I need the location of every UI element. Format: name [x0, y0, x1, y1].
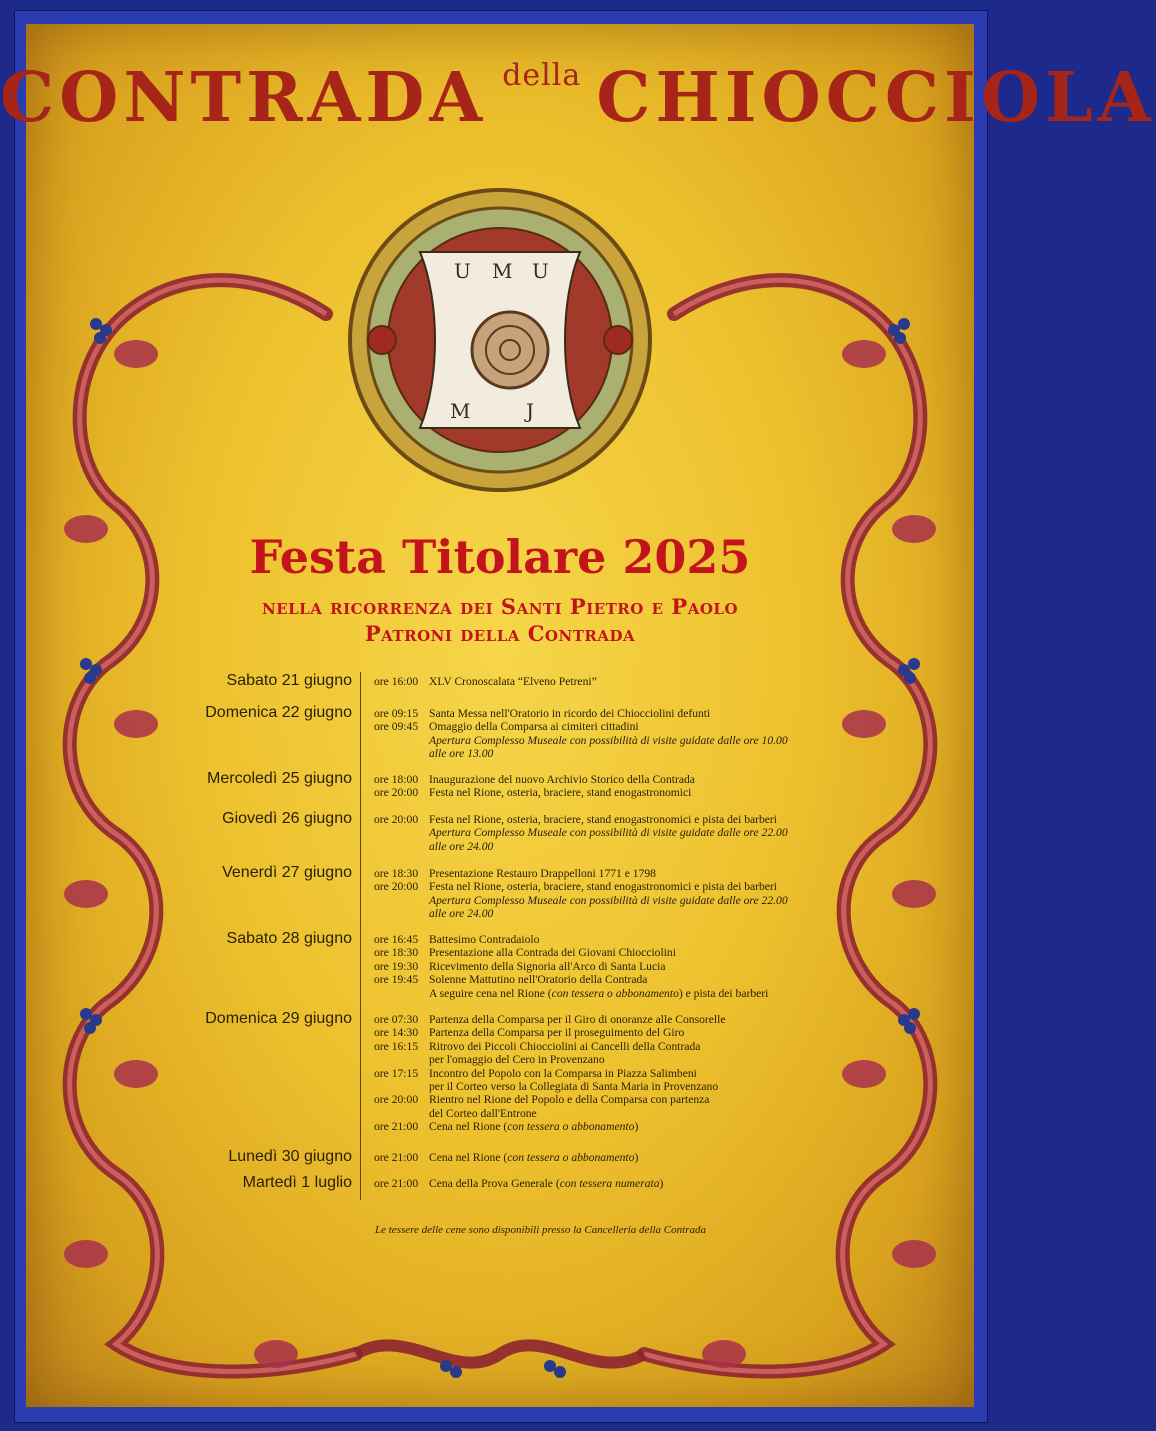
- emblem-letter: J: [526, 399, 535, 423]
- schedule-item: [374, 933, 874, 946]
- schedule-text: ) e pista dei barberi: [678, 986, 769, 1000]
- schedule-day: Venerdì 27 giugno: [222, 864, 352, 881]
- schedule-item: [374, 786, 874, 799]
- schedule-note: alle ore 24.00: [429, 907, 494, 921]
- schedule-text: Presentazione alla Contrada dei Giovani Chiocciolini: [429, 946, 676, 960]
- schedule-item: [374, 1013, 874, 1026]
- schedule-time: ore 07:30: [374, 1013, 419, 1026]
- schedule-text: Partenza della Comparsa per il Giro di onoranze alle Consorelle: [429, 1013, 726, 1026]
- schedule-text: XLV Cronoscalata “Elveno Petreni”: [429, 675, 597, 688]
- emblem-letter: M: [450, 399, 471, 423]
- schedule-time: ore 20:00: [374, 813, 419, 826]
- schedule-divider: [360, 672, 361, 1200]
- schedule-text: Solenne Mattutino nell'Oratorio della Contrada: [429, 973, 648, 987]
- schedule-text-italic: con tessera o abbonamento: [507, 1120, 635, 1134]
- schedule-item: [374, 1080, 929, 1093]
- schedule-text: del Corteo dall'Entrone: [429, 1106, 537, 1120]
- schedule-day: Mercoledì 25 giugno: [207, 770, 352, 787]
- schedule-day: Domenica 29 giugno: [205, 1010, 352, 1027]
- schedule-text: Presentazione Restauro Drappelloni 1771 e 1798: [429, 867, 656, 880]
- schedule-text-italic: con tessera numerata: [559, 1177, 660, 1190]
- schedule-time: ore 18:30: [374, 867, 419, 880]
- schedule-time: ore 18:00: [374, 773, 419, 786]
- schedule-time: ore 16:15: [374, 1039, 419, 1053]
- schedule-item: [374, 946, 874, 959]
- schedule-item: [374, 987, 929, 1000]
- schedule-item: [374, 773, 874, 786]
- schedule-time: ore 09:45: [374, 720, 419, 734]
- schedule-text: Omaggio della Comparsa ai cimiteri cittadini: [429, 720, 639, 734]
- schedule-text: Partenza della Comparsa per il proseguimento del Giro: [429, 1026, 685, 1040]
- schedule-time: ore 14:30: [374, 1026, 419, 1040]
- schedule-note: alle ore 24.00: [429, 839, 494, 853]
- schedule-text: Ritrovo dei Piccoli Chiocciolini ai Cancelli della Contrada: [429, 1039, 701, 1053]
- schedule-note: Apertura Complesso Museale con possibilità di visite guidate dalle ore 22.00: [429, 893, 788, 907]
- schedule-item: [374, 1177, 874, 1190]
- schedule-day: Domenica 22 giugno: [205, 704, 352, 721]
- schedule-item: [374, 960, 874, 973]
- schedule-text: per l'omaggio del Cero in Provenzano: [429, 1053, 605, 1067]
- schedule-item: [374, 1120, 874, 1133]
- schedule-text: ): [634, 1151, 639, 1164]
- title-chiocciola: CHIOCCIOLA: [596, 58, 1156, 138]
- schedule-item: [374, 1107, 929, 1120]
- schedule-item: [374, 1026, 874, 1039]
- vine-leaf-icons: [64, 340, 936, 1368]
- schedule-time: ore 21:00: [374, 1120, 419, 1134]
- schedule-text: Festa nel Rione, osteria, braciere, stand enogastronomici e pista dei barberi: [429, 813, 778, 826]
- event-title: Festa Titolare 2025: [249, 530, 751, 584]
- schedule-item: [374, 867, 874, 880]
- schedule-item: [374, 1093, 874, 1106]
- schedule-item: [374, 1053, 929, 1066]
- schedule-item: [374, 973, 874, 986]
- schedule-day: Sabato 21 giugno: [226, 672, 352, 689]
- schedule-text: Cena nel Rione (: [429, 1151, 508, 1164]
- emblem-letter: U: [532, 259, 549, 283]
- schedule-text: Rientro nel Rione del Popolo e della Comparsa con partenza: [429, 1093, 710, 1107]
- schedule-time: ore 16:00: [374, 675, 419, 688]
- schedule-time: ore 20:00: [374, 786, 419, 800]
- schedule-text: Ricevimento della Signoria all'Arco di Santa Lucia: [429, 959, 666, 973]
- schedule-day: Giovedì 26 giugno: [222, 810, 352, 827]
- rose-icon: [368, 326, 396, 354]
- schedule-text: Festa nel Rione, osteria, braciere, stand enogastronomici e pista dei barberi: [429, 880, 778, 894]
- schedule-text: Cena nel Rione (: [429, 1120, 508, 1134]
- schedule-time: ore 17:15: [374, 1066, 419, 1080]
- schedule-day: Sabato 28 giugno: [226, 930, 352, 947]
- schedule-text: ): [659, 1177, 664, 1190]
- schedule-text: Incontro del Popolo con la Comparsa in Piazza Salimbeni: [429, 1066, 697, 1080]
- schedule-text: Cena della Prova Generale (: [429, 1177, 560, 1190]
- schedule-time: ore 19:45: [374, 973, 419, 987]
- schedule-text: A seguire cena nel Rione (: [429, 986, 552, 1000]
- event-subtitle-1: nella ricorrenza dei Santi Pietro e Paolo: [261, 594, 739, 619]
- schedule-time: ore 18:30: [374, 946, 419, 960]
- schedule-text: Battesimo Contradaiolo: [429, 933, 540, 946]
- bottom-ribbon: [356, 1345, 644, 1362]
- title-della: della: [502, 58, 582, 93]
- emblem-letter: M: [492, 259, 513, 283]
- schedule-item: [374, 1067, 874, 1080]
- schedule-time: ore 20:00: [374, 880, 419, 894]
- schedule-text-italic: con tessera o abbonamento: [507, 1151, 635, 1164]
- schedule-item: [374, 720, 874, 733]
- schedule-day: Martedì 1 luglio: [242, 1174, 352, 1191]
- schedule-note: alle ore 13.00: [429, 747, 494, 761]
- schedule-item: [374, 675, 874, 688]
- emblem-letter: U: [454, 259, 471, 283]
- schedule-time: ore 21:00: [374, 1151, 419, 1164]
- contrada-emblem: [350, 190, 650, 490]
- poster-title: [0, 58, 1156, 138]
- schedule-text: Festa nel Rione, osteria, braciere, stand enogastronomici: [429, 786, 692, 800]
- rose-icon: [604, 326, 632, 354]
- footnote: Le tessere delle cene sono disponibili presso la Cancelleria della Contrada: [375, 1224, 706, 1236]
- schedule-time: ore 09:15: [374, 707, 419, 720]
- schedule-text: per il Corteo verso la Collegiata di Santa Maria in Provenzano: [429, 1080, 719, 1093]
- schedule-item: [374, 813, 874, 826]
- schedule-text: Santa Messa nell'Oratorio in ricordo dei Chiocciolini defunti: [429, 707, 711, 720]
- event-subtitle-2: Patroni della Contrada: [364, 621, 636, 646]
- snail-icon: [472, 312, 548, 388]
- schedule-item: [374, 1151, 874, 1164]
- schedule-text-italic: con tessera o abbonamento: [551, 986, 679, 1000]
- schedule-note: Apertura Complesso Museale con possibilità di visite guidate dalle ore 10.00: [429, 733, 788, 747]
- schedule-time: ore 20:00: [374, 1093, 419, 1107]
- schedule-time: ore 16:45: [374, 933, 419, 946]
- schedule-item: [374, 880, 874, 893]
- title-contrada: CONTRADA: [0, 58, 488, 138]
- schedule-time: ore 21:00: [374, 1177, 419, 1190]
- schedule-text: ): [634, 1120, 639, 1134]
- schedule-time: ore 19:30: [374, 959, 419, 973]
- schedule-note: Apertura Complesso Museale con possibilità di visite guidate dalle ore 22.00: [429, 826, 788, 840]
- schedule-text: Inaugurazione del nuovo Archivio Storico della Contrada: [429, 773, 695, 786]
- schedule-item: [374, 707, 874, 720]
- schedule-item: [374, 1040, 874, 1053]
- schedule-day: Lunedì 30 giugno: [228, 1148, 352, 1165]
